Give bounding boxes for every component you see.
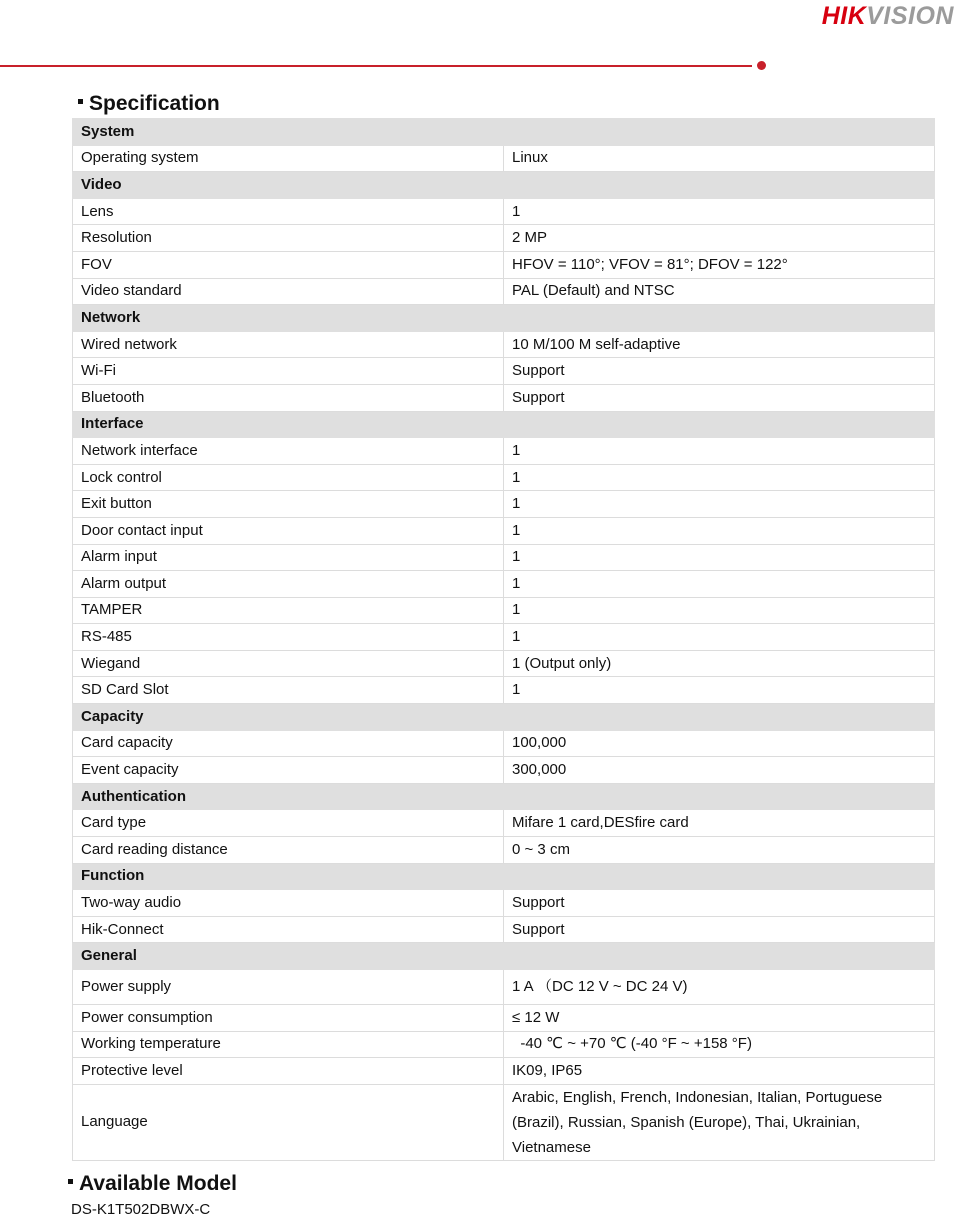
category-row xyxy=(73,411,935,438)
spec-value: Support xyxy=(504,890,935,917)
spec-value: 2 MP xyxy=(504,225,935,252)
spec-label: Event capacity xyxy=(73,757,504,784)
spec-value: IK09, IP65 xyxy=(504,1058,935,1085)
spec-row xyxy=(73,1058,935,1085)
spec-label: Working temperature xyxy=(73,1031,504,1058)
spec-label: Lock control xyxy=(73,464,504,491)
spec-value: 100,000 xyxy=(504,730,935,757)
spec-label: Power consumption xyxy=(73,1005,504,1032)
specification-heading xyxy=(78,92,220,116)
spec-row xyxy=(73,677,935,704)
spec-label: Two-way audio xyxy=(73,890,504,917)
category-label: Capacity xyxy=(73,704,935,731)
spec-row xyxy=(73,145,935,172)
spec-row xyxy=(73,384,935,411)
spec-label: Power supply xyxy=(73,970,504,1005)
category-label: General xyxy=(73,943,935,970)
model-name: DS-K1T502DBWX-C xyxy=(71,1201,211,1218)
spec-label: Operating system xyxy=(73,145,504,172)
header-divider xyxy=(0,65,752,67)
spec-row xyxy=(73,358,935,385)
spec-value: HFOV = 110°; VFOV = 81°; DFOV = 122° xyxy=(504,251,935,278)
spec-label: Protective level xyxy=(73,1058,504,1085)
hikvision-logo xyxy=(822,2,954,31)
spec-value: 1 xyxy=(504,198,935,225)
available-model-heading xyxy=(68,1172,237,1196)
category-label: Function xyxy=(73,863,935,890)
spec-row xyxy=(73,225,935,252)
spec-value: ≤ 12 W xyxy=(504,1005,935,1032)
spec-value: Support xyxy=(504,384,935,411)
spec-value: 1 xyxy=(504,624,935,651)
category-row xyxy=(73,172,935,199)
spec-value: Linux xyxy=(504,145,935,172)
spec-row xyxy=(73,1031,935,1058)
spec-label: Alarm output xyxy=(73,571,504,598)
spec-label: Wired network xyxy=(73,331,504,358)
spec-row xyxy=(73,597,935,624)
spec-row xyxy=(73,970,935,1005)
spec-label: Wiegand xyxy=(73,650,504,677)
spec-label: Bluetooth xyxy=(73,384,504,411)
spec-label: SD Card Slot xyxy=(73,677,504,704)
spec-row xyxy=(73,1005,935,1032)
spec-value: Support xyxy=(504,916,935,943)
spec-row xyxy=(73,331,935,358)
available-model-heading-text: Available Model xyxy=(79,1172,237,1195)
spec-label: Card reading distance xyxy=(73,837,504,864)
spec-value: 1 xyxy=(504,438,935,465)
spec-row xyxy=(73,650,935,677)
spec-label: Lens xyxy=(73,198,504,225)
spec-value: Arabic, English, French, Indonesian, Italian, Portuguese (Brazil), Russian, Spanish (Europe), Thai, Ukrainian, Vietnamese xyxy=(504,1084,935,1160)
category-row xyxy=(73,704,935,731)
spec-value: 10 M/100 M self-adaptive xyxy=(504,331,935,358)
spec-row xyxy=(73,571,935,598)
spec-row xyxy=(73,198,935,225)
logo-part-vision: VISION xyxy=(866,2,954,30)
spec-label: Door contact input xyxy=(73,517,504,544)
spec-label: Wi-Fi xyxy=(73,358,504,385)
category-row xyxy=(73,863,935,890)
spec-label: Alarm input xyxy=(73,544,504,571)
spec-row xyxy=(73,491,935,518)
category-row xyxy=(73,305,935,332)
spec-value: 1 xyxy=(504,544,935,571)
spec-label: TAMPER xyxy=(73,597,504,624)
spec-row xyxy=(73,1084,935,1160)
spec-value: 1 xyxy=(504,571,935,598)
spec-row xyxy=(73,517,935,544)
logo-part-hik: HIK xyxy=(821,2,867,30)
category-row xyxy=(73,943,935,970)
spec-value: -40 ℃ ~ +70 ℃ (-40 °F ~ +158 °F) xyxy=(504,1031,935,1058)
spec-value: 1 (Output only) xyxy=(504,650,935,677)
spec-label: RS-485 xyxy=(73,624,504,651)
bullet-icon xyxy=(68,1179,73,1184)
spec-row xyxy=(73,278,935,305)
spec-value: PAL (Default) and NTSC xyxy=(504,278,935,305)
spec-row xyxy=(73,438,935,465)
spec-label: Language xyxy=(73,1084,504,1160)
spec-row xyxy=(73,464,935,491)
spec-value: Support xyxy=(504,358,935,385)
category-row xyxy=(73,119,935,146)
spec-value: 1 A （DC 12 V ~ DC 24 V) xyxy=(504,970,935,1005)
header-divider-dot xyxy=(757,61,766,70)
spec-label: Card type xyxy=(73,810,504,837)
spec-row xyxy=(73,837,935,864)
spec-value: 1 xyxy=(504,597,935,624)
spec-label: FOV xyxy=(73,251,504,278)
spec-row xyxy=(73,624,935,651)
spec-label: Card capacity xyxy=(73,730,504,757)
spec-label: Video standard xyxy=(73,278,504,305)
spec-value: 1 xyxy=(504,491,935,518)
spec-row xyxy=(73,890,935,917)
category-label: Authentication xyxy=(73,783,935,810)
spec-label: Hik-Connect xyxy=(73,916,504,943)
spec-value: 300,000 xyxy=(504,757,935,784)
bullet-icon xyxy=(78,99,83,104)
spec-value: 1 xyxy=(504,517,935,544)
spec-row xyxy=(73,810,935,837)
specification-table xyxy=(72,118,935,1161)
spec-value: 1 xyxy=(504,464,935,491)
category-label: System xyxy=(73,119,935,146)
category-row xyxy=(73,783,935,810)
spec-row xyxy=(73,544,935,571)
spec-value: 0 ~ 3 cm xyxy=(504,837,935,864)
spec-label: Resolution xyxy=(73,225,504,252)
spec-row xyxy=(73,730,935,757)
category-label: Interface xyxy=(73,411,935,438)
spec-row xyxy=(73,757,935,784)
spec-label: Network interface xyxy=(73,438,504,465)
category-label: Network xyxy=(73,305,935,332)
category-label: Video xyxy=(73,172,935,199)
specification-heading-text: Specification xyxy=(89,92,220,115)
spec-row xyxy=(73,916,935,943)
spec-value: Mifare 1 card,DESfire card xyxy=(504,810,935,837)
spec-row xyxy=(73,251,935,278)
spec-label: Exit button xyxy=(73,491,504,518)
spec-value: 1 xyxy=(504,677,935,704)
